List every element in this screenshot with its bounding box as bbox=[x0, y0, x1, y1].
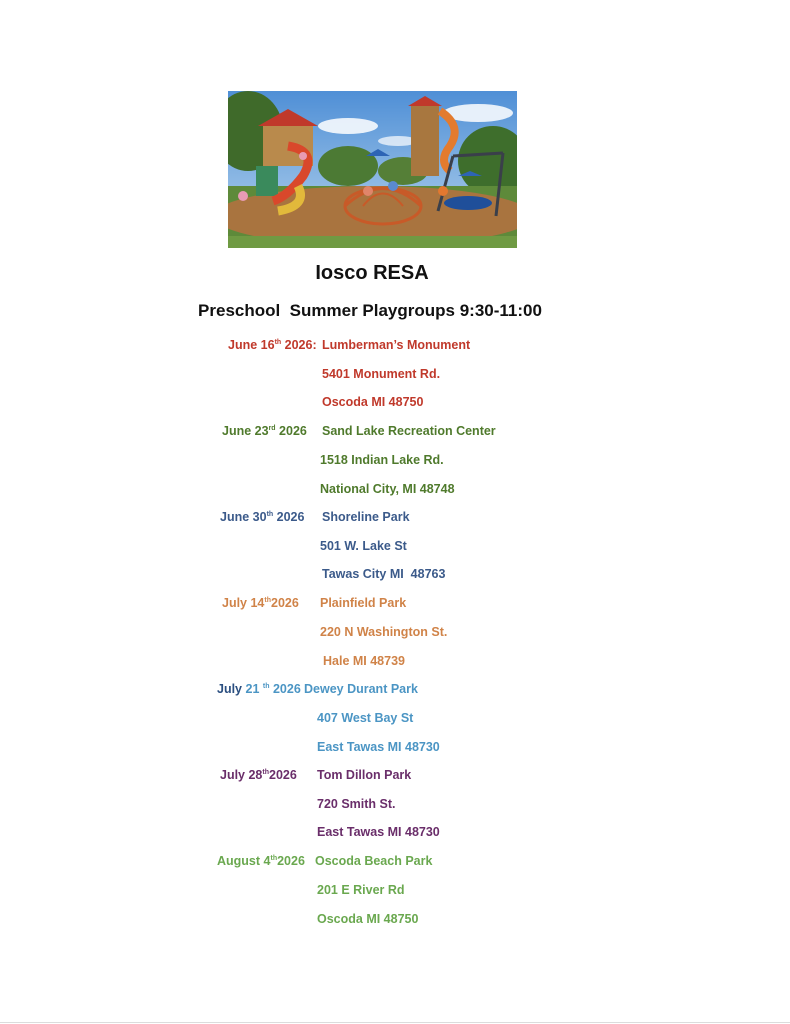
schedule-city: Oscoda MI 48750 bbox=[322, 395, 424, 409]
schedule-date: July 21 $^{th}$ 2026 bbox=[217, 682, 301, 696]
schedule-venue: Oscoda Beach Park bbox=[315, 854, 433, 868]
schedule-date: June 30th 2026 bbox=[220, 510, 305, 524]
schedule-date: June 23rd 2026 bbox=[222, 424, 307, 438]
schedule-city: Hale MI 48739 bbox=[323, 654, 405, 668]
schedule-venue: Tom Dillon Park bbox=[317, 768, 412, 782]
schedule-address: 720 Smith St. bbox=[317, 797, 396, 811]
schedule-venue: Dewey Durant Park bbox=[304, 682, 418, 696]
schedule-venue: Shoreline Park bbox=[322, 510, 410, 524]
schedule-venue: Plainfield Park bbox=[320, 596, 407, 610]
schedule-city: East Tawas MI 48730 bbox=[317, 740, 440, 754]
schedule-city: Tawas City MI 48763 bbox=[322, 567, 446, 581]
playground-photo bbox=[228, 91, 517, 248]
page-title: Iosco RESA bbox=[315, 262, 429, 284]
page-divider bbox=[0, 1022, 790, 1023]
schedule-address: 1518 Indian Lake Rd. bbox=[320, 453, 444, 467]
schedule-date: August 4th2026 bbox=[217, 854, 305, 868]
schedule-venue: Sand Lake Recreation Center bbox=[322, 424, 496, 438]
schedule-date: June 16th 2026: bbox=[228, 338, 317, 352]
schedule-address: 501 W. Lake St bbox=[320, 539, 407, 553]
schedule-venue: Lumberman’s Monument bbox=[322, 338, 471, 352]
schedule-address: 201 E River Rd bbox=[317, 883, 405, 897]
schedule-address: 220 N Washington St. bbox=[320, 625, 448, 639]
schedule-address: 407 West Bay St bbox=[317, 711, 414, 725]
schedule-city: Oscoda MI 48750 bbox=[317, 912, 419, 926]
page-subtitle: Preschool Summer Playgroups 9:30-11:00 bbox=[198, 301, 542, 320]
schedule-date: July 14th2026 bbox=[222, 596, 299, 610]
schedule-city: East Tawas MI 48730 bbox=[317, 825, 440, 839]
schedule-date: July 28th2026 bbox=[220, 768, 297, 782]
schedule-address: 5401 Monument Rd. bbox=[322, 367, 441, 381]
schedule-city: National City, MI 48748 bbox=[320, 482, 455, 496]
